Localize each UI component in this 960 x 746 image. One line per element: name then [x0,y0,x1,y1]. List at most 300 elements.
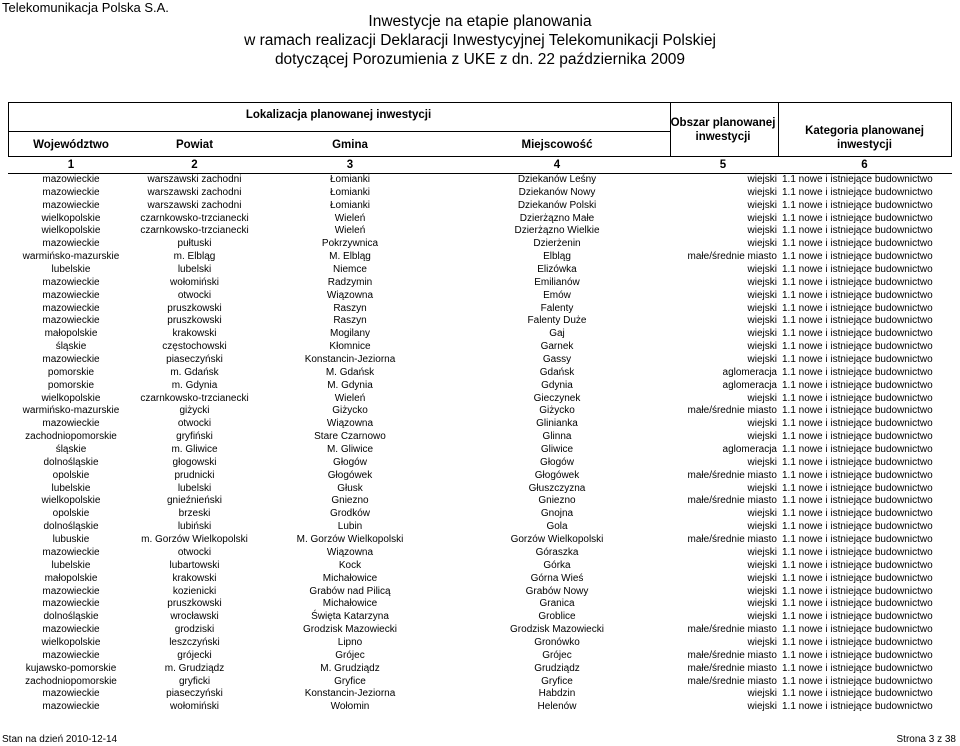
cell-miejscowosc: Gronówko [534,636,580,648]
cell-miejscowosc: Górna Wieś [530,572,584,584]
cell-wojewodztwo: mazowieckie [42,598,100,610]
cell-obszar: wiejski [747,456,777,468]
cell-kategoria: 1.1 nowe i istniejące budownictwo [782,225,933,237]
header-gmina: Gmina [332,139,368,151]
cell-miejscowosc: Dzierżenin [533,238,581,250]
header-location-group: Lokalizacja planowanej inwestycji [245,109,432,121]
cell-kategoria: 1.1 nowe i istniejące budownictwo [782,444,933,456]
cell-obszar: małe/średnie miasto [687,649,777,661]
cell-wojewodztwo: śląskie [55,444,87,456]
cell-gmina: Grodzisk Mazowiecki [303,624,397,636]
table-row [8,701,952,714]
table-row [8,534,952,547]
cell-miejscowosc: Gieczynek [533,392,581,404]
cell-miejscowosc: Głogów [540,456,574,468]
cell-miejscowosc: Gola [546,521,568,533]
cell-miejscowosc: Gniezno [538,495,576,507]
cell-obszar: wiejski [747,186,777,198]
cell-obszar: małe/średnie miasto [687,469,777,481]
cell-powiat: pruszkowski [167,598,222,610]
cell-kategoria: 1.1 nowe i istniejące budownictwo [782,328,933,340]
cell-wojewodztwo: małopolskie [44,328,98,340]
table-row [8,251,952,264]
table-row [8,290,952,303]
cell-miejscowosc: Dziekanów Polski [517,199,597,211]
cell-powiat: m. Gdynia [171,379,218,391]
cell-wojewodztwo: wielkopolskie [41,495,101,507]
cell-wojewodztwo: lubelskie [51,559,91,571]
cell-gmina: Lubin [337,521,363,533]
cell-obszar: wiejski [747,289,777,301]
header-divider [9,131,670,132]
cell-obszar: wiejski [747,238,777,250]
cell-wojewodztwo: mazowieckie [42,199,100,211]
cell-gmina: Głusk [337,482,363,494]
cell-gmina: M. Gdańsk [325,366,375,378]
cell-miejscowosc: Granica [539,598,575,610]
cell-kategoria: 1.1 nowe i istniejące budownictwo [782,379,933,391]
cell-wojewodztwo: zachodniopomorskie [25,431,117,443]
cell-kategoria: 1.1 nowe i istniejące budownictwo [782,611,933,623]
cell-powiat: m. Gliwice [171,444,218,456]
column-number: 3 [346,159,354,171]
table-row [8,341,952,354]
cell-kategoria: 1.1 nowe i istniejące budownictwo [782,405,933,417]
cell-kategoria: 1.1 nowe i istniejące budownictwo [782,366,933,378]
table-row [8,688,952,701]
cell-wojewodztwo: dolnośląskie [43,521,99,533]
header-obszar-line-1: Obszar planowanej [670,117,776,129]
cell-gmina: Lipno [337,636,363,648]
cell-wojewodztwo: wielkopolskie [41,212,101,224]
cell-miejscowosc: Góraszka [535,546,579,558]
cell-gmina: Grabów nad Pilicą [309,585,391,597]
cell-powiat: czarnkowsko-trzcianecki [140,392,249,404]
cell-powiat: leszczyński [169,636,220,648]
table-row [8,650,952,663]
cell-powiat: m. Gorzów Wielkopolski [141,534,248,546]
header-kategoria: Kategoria planowanej inwestycji [805,125,924,151]
cell-gmina: Konstancin-Jeziorna [304,354,396,366]
cell-obszar: wiejski [747,701,777,713]
cell-powiat: lubelski [177,264,212,276]
cell-powiat: gryfiński [176,431,213,443]
cell-wojewodztwo: kujawsko-pomorskie [25,662,117,674]
cell-kategoria: 1.1 nowe i istniejące budownictwo [782,174,933,185]
table-row [8,508,952,521]
cell-obszar: wiejski [747,546,777,558]
cell-gmina: Święta Katarzyna [311,611,389,623]
cell-obszar: małe/średnie miasto [687,251,777,263]
table-row [8,174,952,187]
table-row [8,624,952,637]
cell-wojewodztwo: mazowieckie [42,701,100,713]
cell-gmina: Mogilany [329,328,371,340]
cell-gmina: Głogów [333,456,367,468]
cell-obszar: małe/średnie miasto [687,662,777,674]
cell-kategoria: 1.1 nowe i istniejące budownictwo [782,469,933,481]
data-table [8,173,952,714]
table-row [8,418,952,431]
cell-miejscowosc: Grabów Nowy [525,585,589,597]
cell-miejscowosc: Gryfice [541,675,573,687]
cell-gmina: Wieleń [334,212,366,224]
cell-gmina: Wieleń [334,392,366,404]
title-line-2: w ramach realizacji Deklaracji Inwestycyjnej Telekomunikacji Polskiej [244,32,716,49]
cell-gmina: Kock [338,559,362,571]
cell-kategoria: 1.1 nowe i istniejące budownictwo [782,212,933,224]
cell-miejscowosc: Gorzów Wielkopolski [510,534,604,546]
cell-gmina: M. Gorzów Wielkopolski [296,534,404,546]
cell-obszar: małe/średnie miasto [687,405,777,417]
cell-kategoria: 1.1 nowe i istniejące budownictwo [782,238,933,250]
cell-gmina: M. Gliwice [326,444,374,456]
table-row [8,264,952,277]
cell-kategoria: 1.1 nowe i istniejące budownictwo [782,662,933,674]
table-row [8,405,952,418]
table-row [8,521,952,534]
cell-miejscowosc: Emilianów [534,276,580,288]
cell-wojewodztwo: mazowieckie [42,238,100,250]
table-row [8,238,952,251]
cell-miejscowosc: Dzierżązno Małe [519,212,595,224]
cell-miejscowosc: Falenty Duże [527,315,587,327]
cell-obszar: wiejski [747,585,777,597]
cell-wojewodztwo: dolnośląskie [43,456,99,468]
cell-powiat: warszawski zachodni [147,174,242,185]
cell-obszar: wiejski [747,636,777,648]
cell-powiat: grodziski [174,624,215,636]
table-row [8,586,952,599]
cell-powiat: warszawski zachodni [147,186,242,198]
cell-wojewodztwo: śląskie [55,341,87,353]
cell-kategoria: 1.1 nowe i istniejące budownictwo [782,289,933,301]
cell-miejscowosc: Glinna [542,431,572,443]
cell-obszar: wiejski [747,315,777,327]
cell-gmina: Łomianki [329,199,371,211]
cell-gmina: Łomianki [329,174,371,185]
cell-obszar: wiejski [747,572,777,584]
footer-page-number: Strona 3 z 38 [896,734,956,745]
cell-obszar: wiejski [747,212,777,224]
cell-kategoria: 1.1 nowe i istniejące budownictwo [782,521,933,533]
cell-gmina: Gniezno [331,495,369,507]
table-row [8,393,952,406]
cell-powiat: lubartowski [169,559,220,571]
cell-gmina: Konstancin-Jeziorna [304,688,396,700]
cell-powiat: pruszkowski [167,315,222,327]
cell-powiat: czarnkowsko-trzcianecki [140,212,249,224]
cell-powiat: głogowski [172,456,217,468]
cell-wojewodztwo: mazowieckie [42,289,100,301]
cell-wojewodztwo: lubuskie [52,534,90,546]
cell-miejscowosc: Gaj [549,328,565,340]
column-number: 5 [719,159,727,171]
cell-powiat: piaseczyński [166,688,223,700]
cell-miejscowosc: Dziekanów Nowy [518,186,596,198]
cell-obszar: wiejski [747,598,777,610]
cell-miejscowosc: Gliwice [540,444,574,456]
cell-wojewodztwo: opolskie [52,469,90,481]
cell-wojewodztwo: mazowieckie [42,354,100,366]
cell-obszar: wiejski [747,341,777,353]
cell-powiat: lubiński [177,521,212,533]
cell-gmina: Radzymin [327,276,373,288]
cell-powiat: kozienicki [172,585,217,597]
cell-wojewodztwo: wielkopolskie [41,392,101,404]
cell-kategoria: 1.1 nowe i istniejące budownictwo [782,251,933,263]
cell-gmina: Grodków [329,508,370,520]
cell-powiat: wołomiński [170,276,219,288]
header-obszar-line-2: inwestycji [695,131,751,143]
report-title [0,12,960,69]
cell-gmina: Kłomnice [329,341,371,353]
table-row [8,213,952,226]
cell-kategoria: 1.1 nowe i istniejące budownictwo [782,431,933,443]
cell-wojewodztwo: lubelskie [51,264,91,276]
cell-miejscowosc: Dzierżązno Wielkie [514,225,600,237]
footer-date: Stan na dzień 2010-12-14 [2,734,118,745]
cell-obszar: wiejski [747,611,777,623]
cell-powiat: piaseczyński [166,354,223,366]
cell-gmina: Wołomin [330,701,370,713]
cell-gmina: Głogówek [327,469,373,481]
cell-powiat: giżycki [179,405,210,417]
table-row [8,367,952,380]
cell-miejscowosc: Groblice [538,611,576,623]
cell-kategoria: 1.1 nowe i istniejące budownictwo [782,495,933,507]
cell-obszar: wiejski [747,688,777,700]
cell-wojewodztwo: mazowieckie [42,302,100,314]
table-row [8,598,952,611]
cell-kategoria: 1.1 nowe i istniejące budownictwo [782,354,933,366]
cell-kategoria: 1.1 nowe i istniejące budownictwo [782,675,933,687]
cell-obszar: małe/średnie miasto [687,675,777,687]
table-row [8,663,952,676]
table-row [8,457,952,470]
table-row [8,277,952,290]
cell-obszar: aglomeracja [722,379,777,391]
cell-wojewodztwo: wielkopolskie [41,225,101,237]
title-line-1: Inwestycje na etapie planowania [368,13,592,30]
table-row [8,444,952,457]
cell-wojewodztwo: lubelskie [51,482,91,494]
cell-gmina: Niemce [333,264,367,276]
table-row [8,637,952,650]
company-name: Telekomunikacja Polska S.A. [2,0,169,15]
column-number: 6 [861,159,868,171]
cell-powiat: pułtuski [177,238,212,250]
table-row [8,676,952,689]
cell-miejscowosc: Helenów [537,701,577,713]
header-obszar [669,116,777,144]
cell-obszar: wiejski [747,276,777,288]
table-row [8,225,952,238]
cell-miejscowosc: Grodzisk Mazowiecki [510,624,604,636]
cell-powiat: otwocki [177,418,212,430]
table-row [8,611,952,624]
cell-kategoria: 1.1 nowe i istniejące budownictwo [782,418,933,430]
cell-kategoria: 1.1 nowe i istniejące budownictwo [782,624,933,636]
cell-powiat: m. Elbląg [173,251,216,263]
cell-kategoria: 1.1 nowe i istniejące budownictwo [782,456,933,468]
cell-wojewodztwo: mazowieckie [42,649,100,661]
cell-powiat: m. Gdańsk [170,366,219,378]
cell-wojewodztwo: mazowieckie [42,186,100,198]
table-row [8,470,952,483]
cell-obszar: aglomeracja [722,366,777,378]
cell-obszar: wiejski [747,302,777,314]
cell-obszar: wiejski [747,508,777,520]
cell-wojewodztwo: dolnośląskie [43,611,99,623]
cell-kategoria: 1.1 nowe i istniejące budownictwo [782,636,933,648]
cell-kategoria: 1.1 nowe i istniejące budownictwo [782,598,933,610]
cell-gmina: M. Gdynia [327,379,373,391]
cell-kategoria: 1.1 nowe i istniejące budownictwo [782,688,933,700]
cell-miejscowosc: Glinianka [536,418,578,430]
cell-kategoria: 1.1 nowe i istniejące budownictwo [782,302,933,314]
cell-kategoria: 1.1 nowe i istniejące budownictwo [782,559,933,571]
cell-powiat: otwocki [177,546,212,558]
cell-kategoria: 1.1 nowe i istniejące budownictwo [782,482,933,494]
cell-powiat: prudnicki [174,469,215,481]
cell-obszar: wiejski [747,482,777,494]
cell-wojewodztwo: mazowieckie [42,546,100,558]
table-row [8,315,952,328]
cell-wojewodztwo: mazowieckie [42,276,100,288]
cell-obszar: wiejski [747,431,777,443]
cell-wojewodztwo: wielkopolskie [41,636,101,648]
cell-powiat: warszawski zachodni [147,199,242,211]
cell-gmina: Łomianki [329,186,371,198]
cell-miejscowosc: Grójec [542,649,572,661]
cell-kategoria: 1.1 nowe i istniejące budownictwo [782,701,933,713]
cell-wojewodztwo: mazowieckie [42,624,100,636]
cell-kategoria: 1.1 nowe i istniejące budownictwo [782,341,933,353]
cell-powiat: częstochowski [162,341,227,353]
table-row [8,495,952,508]
column-number: 4 [553,159,561,171]
cell-gmina: Raszyn [333,302,367,314]
cell-gmina: Wiązowna [326,546,374,558]
cell-kategoria: 1.1 nowe i istniejące budownictwo [782,392,933,404]
cell-obszar: wiejski [747,199,777,211]
cell-miejscowosc: Giżycko [539,405,575,417]
title-line-3: dotyczącej Porozumienia z UKE z dn. 22 października 2009 [274,51,686,68]
cell-gmina: M. Elbląg [329,251,371,263]
cell-miejscowosc: Dziekanów Leśny [517,174,597,185]
cell-kategoria: 1.1 nowe i istniejące budownictwo [782,315,933,327]
cell-miejscowosc: Falenty [540,302,574,314]
cell-miejscowosc: Garnek [540,341,574,353]
cell-gmina: Michałowice [322,598,378,610]
cell-obszar: wiejski [747,392,777,404]
cell-obszar: wiejski [747,521,777,533]
cell-miejscowosc: Gdynia [541,379,573,391]
cell-obszar: małe/średnie miasto [687,495,777,507]
cell-wojewodztwo: pomorskie [47,379,95,391]
cell-miejscowosc: Głuszczyzna [528,482,586,494]
header-powiat: Powiat [175,139,214,151]
cell-gmina: Gryfice [334,675,366,687]
cell-miejscowosc: Górka [543,559,571,571]
cell-wojewodztwo: mazowieckie [42,585,100,597]
cell-kategoria: 1.1 nowe i istniejące budownictwo [782,572,933,584]
table-row [8,187,952,200]
cell-kategoria: 1.1 nowe i istniejące budownictwo [782,199,933,211]
cell-powiat: pruszkowski [167,302,222,314]
cell-powiat: wołomiński [170,701,219,713]
table-row [8,483,952,496]
cell-powiat: lubelski [177,482,212,494]
table-row [8,431,952,444]
cell-kategoria: 1.1 nowe i istniejące budownictwo [782,649,933,661]
header-wojewodztwo: Województwo [33,139,109,151]
cell-miejscowosc: Głogówek [534,469,580,481]
table-row [8,328,952,341]
cell-gmina: Pokrzywnica [321,238,379,250]
cell-kategoria: 1.1 nowe i istniejące budownictwo [782,186,933,198]
cell-powiat: otwocki [177,289,212,301]
header-miejscowosc: Miejscowość [521,139,593,151]
cell-wojewodztwo: małopolskie [44,572,98,584]
cell-powiat: wrocławski [170,611,219,623]
cell-gmina: Raszyn [333,315,367,327]
cell-obszar: małe/średnie miasto [687,534,777,546]
cell-wojewodztwo: opolskie [52,508,90,520]
cell-obszar: aglomeracja [722,444,777,456]
cell-powiat: krakowski [172,572,217,584]
cell-wojewodztwo: mazowieckie [42,688,100,700]
cell-powiat: m. Grudziądz [164,662,225,674]
cell-obszar: wiejski [747,354,777,366]
cell-gmina: M. Grudziądz [320,662,380,674]
cell-gmina: Grójec [335,649,365,661]
cell-kategoria: 1.1 nowe i istniejące budownictwo [782,585,933,597]
column-number: 2 [191,159,198,171]
cell-wojewodztwo: mazowieckie [42,315,100,327]
cell-obszar: małe/średnie miasto [687,624,777,636]
table-row [8,303,952,316]
cell-powiat: grójecki [177,649,212,661]
table-row [8,200,952,213]
cell-miejscowosc: Emów [543,289,571,301]
cell-obszar: wiejski [747,418,777,430]
cell-obszar: wiejski [747,328,777,340]
cell-obszar: wiejski [747,559,777,571]
cell-miejscowosc: Habdzin [538,688,576,700]
cell-powiat: brzeski [178,508,211,520]
cell-wojewodztwo: mazowieckie [42,174,100,185]
cell-powiat: krakowski [172,328,217,340]
cell-wojewodztwo: pomorskie [47,366,95,378]
cell-powiat: gnieźnieński [166,495,223,507]
cell-obszar: wiejski [747,225,777,237]
table-row [8,573,952,586]
cell-miejscowosc: Gdańsk [539,366,575,378]
cell-obszar: wiejski [747,174,777,185]
cell-gmina: Stare Czarnowo [314,431,386,443]
cell-kategoria: 1.1 nowe i istniejące budownictwo [782,534,933,546]
cell-wojewodztwo: warmińsko-mazurskie [22,405,120,417]
cell-kategoria: 1.1 nowe i istniejące budownictwo [782,264,933,276]
table-row [8,354,952,367]
cell-miejscowosc: Gnojna [540,508,574,520]
cell-obszar: wiejski [747,264,777,276]
cell-wojewodztwo: mazowieckie [42,418,100,430]
cell-miejscowosc: Elbląg [543,251,571,263]
cell-gmina: Wieleń [334,225,366,237]
